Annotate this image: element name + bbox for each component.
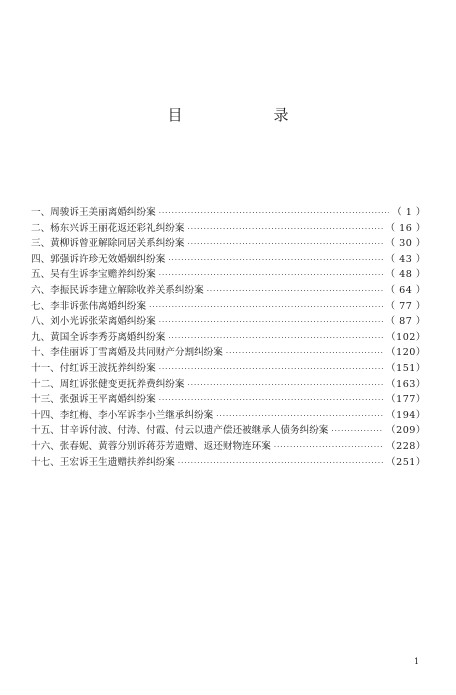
entry-page: （251）	[386, 456, 426, 468]
toc-entry	[31, 299, 426, 315]
toc-entry	[31, 455, 426, 471]
toc-entry	[31, 205, 426, 221]
dot-leader	[159, 268, 383, 283]
toc-entry	[31, 267, 426, 283]
entry-page: （ 1 ）	[392, 207, 426, 218]
entry-title: 二、杨东兴诉王丽花返还彩礼纠纷案	[31, 222, 185, 234]
entry-title: 十二、周红诉张健变更抚养费纠纷案	[31, 378, 185, 390]
entry-title: 十六、张春妮、黄蓉分别诉蒋芬芳遗赠、返还财物连环案	[31, 440, 271, 452]
entry-page: （151）	[386, 362, 426, 374]
toc-entry	[31, 283, 426, 299]
entry-page: （ 30 ）	[385, 238, 426, 250]
entry-title: 十五、甘辛诉付波、付涛、付霞、付云以遗产偿还被继承人债务纠纷案	[31, 425, 329, 437]
dot-leader	[178, 456, 383, 471]
entry-title: 四、郭强诉许珍无效婚姻纠纷案	[31, 253, 166, 265]
dot-leader	[331, 424, 383, 439]
toc-entry	[31, 345, 426, 361]
toc-entry	[31, 330, 426, 346]
entry-title: 十四、李红梅、李小军诉李小兰继承纠纷案	[31, 409, 214, 421]
dot-leader	[188, 378, 384, 393]
entry-title: 十三、张强诉王平离婚纠纷案	[31, 394, 156, 406]
entry-page: （ 48 ）	[385, 269, 426, 281]
dot-leader	[159, 393, 383, 408]
toc-entry	[31, 252, 426, 268]
toc-entry	[31, 236, 426, 252]
entry-page: （120）	[386, 347, 426, 359]
page-number: 1	[414, 657, 420, 666]
dot-leader	[207, 284, 383, 299]
entry-title: 五、吴有生诉李宝赡养纠纷案	[31, 269, 156, 281]
dot-leader	[188, 237, 383, 252]
entry-title: 十七、王宏诉王生遗赠扶养纠纷案	[31, 456, 175, 468]
dot-leader	[159, 206, 389, 221]
toc-entry	[31, 423, 426, 439]
dot-leader	[149, 300, 382, 315]
entry-page: （194）	[386, 409, 426, 421]
entry-page: （177）	[386, 394, 426, 406]
toc-entry	[31, 392, 426, 408]
toc-entry	[31, 377, 426, 393]
toc-entry	[31, 439, 426, 455]
toc-entry	[31, 314, 426, 330]
dot-leader	[188, 222, 383, 237]
dot-leader	[216, 409, 383, 424]
entry-page: （ 87 ）	[385, 316, 426, 328]
toc-entry	[31, 221, 426, 237]
entry-page: （102）	[386, 331, 426, 343]
entry-page: （ 77 ）	[385, 300, 426, 312]
dot-leader	[168, 253, 382, 268]
entry-page: （ 16 ）	[385, 222, 426, 234]
entry-page: （163）	[386, 378, 426, 390]
dot-leader	[168, 331, 383, 346]
entry-title: 九、黄国全诉李秀芬离婚纠纷案	[31, 331, 166, 343]
toc-entry	[31, 361, 426, 377]
entry-title: 三、黄柳诉曾亚解除同居关系纠纷案	[31, 238, 185, 250]
dot-leader	[226, 346, 383, 361]
entry-page: （ 64 ）	[385, 284, 426, 296]
entry-title: 十、李佳丽诉丁雪离婚及共同财产分割纠纷案	[31, 347, 223, 359]
entry-page: （209）	[386, 425, 426, 437]
entry-title: 七、李非诉张伟离婚纠纷案	[31, 300, 147, 312]
dot-leader	[159, 362, 383, 377]
page-title: 目 录	[167, 106, 327, 124]
entry-page: （ 43 ）	[385, 253, 426, 265]
entry-page: （228）	[386, 440, 426, 452]
entry-title: 一、周骏诉王美丽离婚纠纷案	[31, 207, 156, 218]
entry-title: 六、李振民诉李建立解除收养关系纠纷案	[31, 284, 204, 296]
dot-leader	[159, 315, 383, 330]
entry-title: 十一、付红诉王波抚养纠纷案	[31, 362, 156, 374]
toc-entry	[31, 408, 426, 424]
entry-title: 八、刘小光诉张荣离婚纠纷案	[31, 316, 156, 328]
table-of-contents	[31, 205, 426, 470]
dot-leader	[274, 440, 383, 455]
